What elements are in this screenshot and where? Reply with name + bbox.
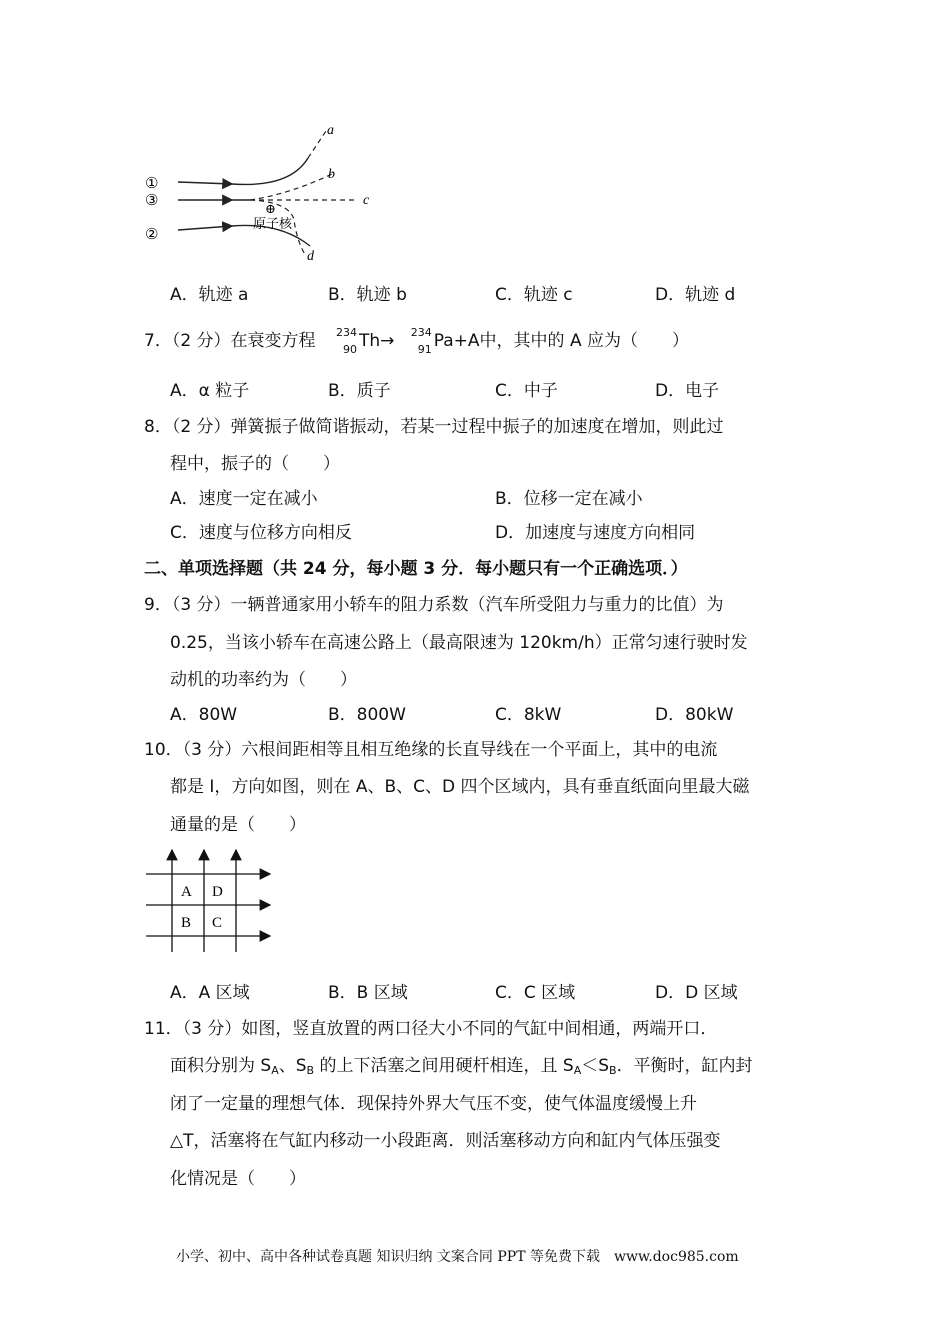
thorium-mass-number: 234 xyxy=(335,326,357,339)
nucleus-symbol: ⊕ xyxy=(265,201,276,216)
trajectory-path-1 xyxy=(232,158,308,184)
q9-stem-line2: 0.25，当该小轿车在高速公路上（最高限速为 120km/h）正常匀速行驶时发 xyxy=(170,633,748,653)
protactinium-nuclide xyxy=(406,326,432,356)
nucleus-label: 原子核 xyxy=(253,216,293,231)
q6-option-c[interactable]: C．轨迹 c xyxy=(495,285,573,305)
q9-stem-line1: 9．（3 分）一辆普通家用小轿车的阻力系数（汽车所受阻力与重力的比值）为 xyxy=(144,595,724,615)
subscript: A xyxy=(573,1064,582,1077)
q8-stem-line2: 程中，振子的（ ） xyxy=(170,454,340,474)
region-label-a: A xyxy=(181,884,192,900)
q8-option-c[interactable]: C．速度与位移方向相反 xyxy=(170,523,352,543)
q7-option-c[interactable]: C．中子 xyxy=(495,381,558,401)
q11-stem-line5: 化情况是（ ） xyxy=(170,1169,306,1189)
region-label-d: D xyxy=(212,884,223,900)
thorium-nuclide xyxy=(331,326,357,356)
wire-grid-figure xyxy=(140,844,280,954)
q7-prefix: 7．（2 分）在衰变方程 xyxy=(144,331,316,351)
q10-stem-line3: 通量的是（ ） xyxy=(170,815,306,835)
trajectory-label-3: ③ xyxy=(145,193,159,209)
q9-option-c[interactable]: C．8kW xyxy=(495,705,562,725)
thorium-symbol: Th→ xyxy=(358,331,395,351)
label-d: d xyxy=(307,249,314,264)
q11-text-part: ．平衡时，缸内封 xyxy=(616,1056,753,1076)
page-footer: 小学、初中、高中各种试卷真题 知识归纳 文案合同 PPT 等免费下载 www.doc985.com xyxy=(176,1249,739,1265)
q7-option-d[interactable]: D．电子 xyxy=(655,381,720,401)
region-label-b: B xyxy=(181,915,192,931)
dashed-trajectory-b xyxy=(250,174,332,200)
q7-option-b[interactable]: B．质子 xyxy=(328,381,391,401)
q11-text-part: 面积分别为 S xyxy=(170,1056,272,1076)
q7-stem xyxy=(144,326,689,358)
protactinium-symbol: Pa+A xyxy=(433,331,480,351)
q6-option-d[interactable]: D．轨迹 d xyxy=(655,285,736,305)
q11-stem-line1: 11．（3 分）如图，竖直放置的两口径大小不同的气缸中间相通，两端开口． xyxy=(144,1019,718,1039)
trajectory-label-2: ② xyxy=(145,227,159,243)
q8-option-d[interactable]: D．加速度与速度方向相同 xyxy=(495,523,696,543)
protactinium-atomic-number: 91 xyxy=(417,343,432,356)
q10-stem-line2: 都是 I，方向如图，则在 A、B、C、D 四个区域内，具有垂直纸面向里最大磁 xyxy=(170,777,750,797)
dashed-trajectory-a xyxy=(308,128,328,158)
q11-stem-line3: 闭了一定量的理想气体．现保持外界大气压不变，使气体温度缓慢上升 xyxy=(170,1094,697,1114)
q11-text-part: ＜S xyxy=(581,1056,610,1076)
subscript: A xyxy=(271,1064,279,1077)
thorium-atomic-number: 90 xyxy=(342,343,357,356)
incoming-path-2 xyxy=(178,226,232,230)
incoming-path-1 xyxy=(178,182,232,184)
protactinium-mass-number: 234 xyxy=(410,326,432,339)
q9-option-a[interactable]: A．80W xyxy=(170,705,238,725)
label-b: b xyxy=(328,167,335,182)
q10-option-d[interactable]: D．D 区域 xyxy=(655,983,738,1003)
q7-suffix: 中，其中的 A 应为（ ） xyxy=(479,331,689,351)
q11-text-part: 、S xyxy=(278,1056,307,1076)
label-a: a xyxy=(327,123,334,138)
q8-stem-line1: 8．（2 分）弹簧振子做简谐振动，若某一过程中振子的加速度在增加，则此过 xyxy=(144,417,724,437)
q6-option-a[interactable]: A．轨迹 a xyxy=(170,285,249,305)
q6-option-b[interactable]: B．轨迹 b xyxy=(328,285,407,305)
q10-option-a[interactable]: A．A 区域 xyxy=(170,983,250,1003)
region-label-c: C xyxy=(212,915,223,931)
q11-text-part: 的上下活塞之间用硬杆相连，且 S xyxy=(314,1056,574,1076)
subscript: B xyxy=(609,1064,617,1077)
q9-option-d[interactable]: D．80kW xyxy=(655,705,734,725)
q7-option-a[interactable]: A．α 粒子 xyxy=(170,381,250,401)
q11-stem-line2 xyxy=(170,1055,753,1082)
q10-option-b[interactable]: B．B 区域 xyxy=(328,983,408,1003)
section-heading: 二、单项选择题（共 24 分，每小题 3 分．每小题只有一个正确选项．） xyxy=(144,559,688,579)
q11-stem-line4: △T，活塞将在气缸内移动一小段距离．则活塞移动方向和缸内气体压强变 xyxy=(170,1131,721,1151)
q9-option-b[interactable]: B．800W xyxy=(328,705,406,725)
q10-stem-line1: 10．（3 分）六根间距相等且相互绝缘的长直导线在一个平面上，其中的电流 xyxy=(144,740,718,760)
q8-option-a[interactable]: A．速度一定在减小 xyxy=(170,489,318,509)
q8-option-b[interactable]: B．位移一定在减小 xyxy=(495,489,643,509)
subscript: B xyxy=(306,1064,315,1077)
trajectory-label-1: ① xyxy=(145,176,159,192)
q10-option-c[interactable]: C．C 区域 xyxy=(495,983,576,1003)
label-c: c xyxy=(363,193,370,208)
alpha-scattering-figure xyxy=(140,118,380,268)
q9-stem-line3: 动机的功率约为（ ） xyxy=(170,670,357,690)
